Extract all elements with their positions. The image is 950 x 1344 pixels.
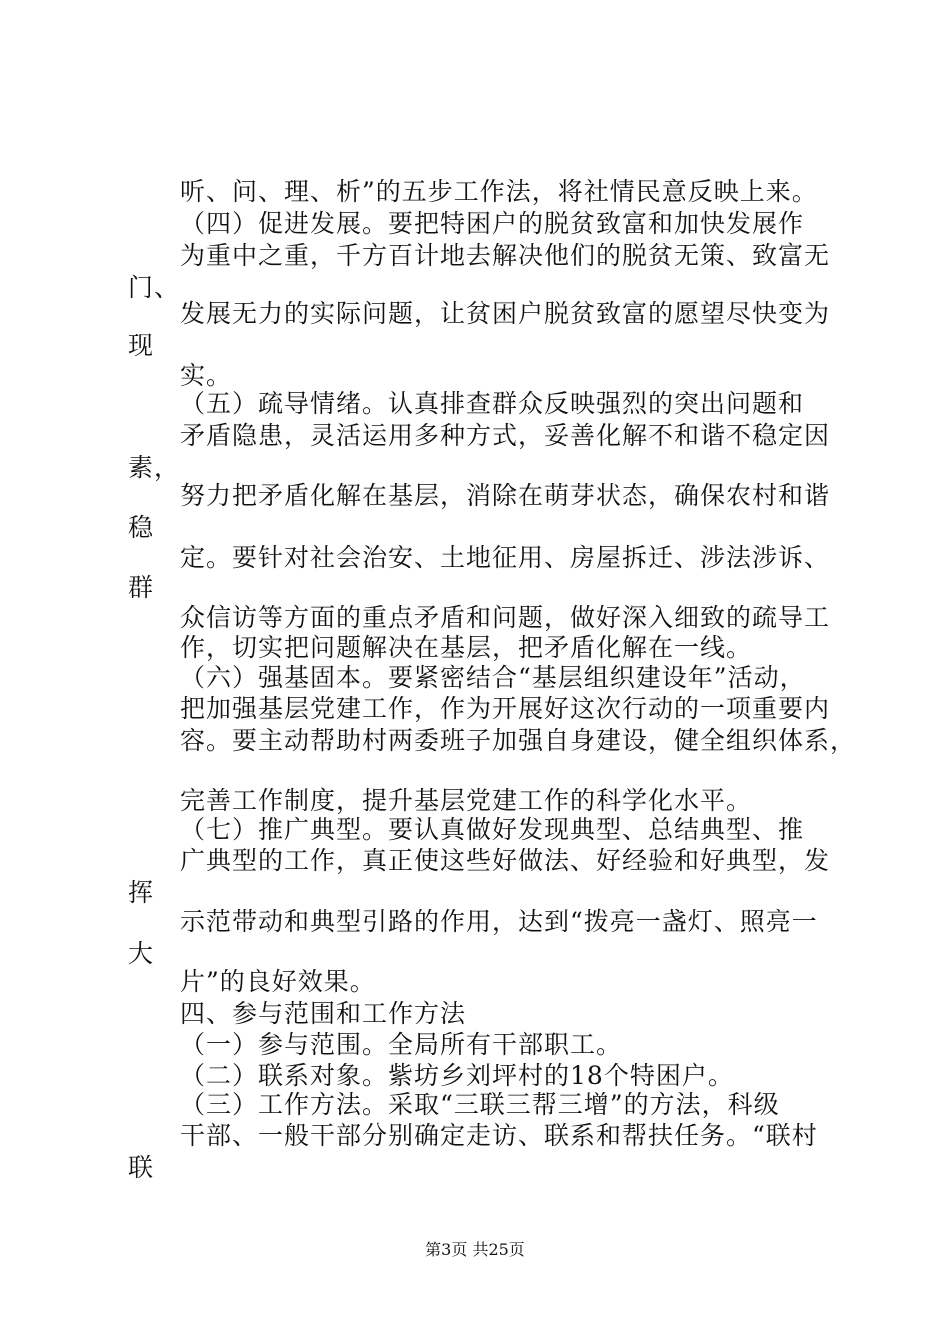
text-line: 完善工作制度，提升基层党建工作的科学化水平。 — [180, 786, 753, 815]
text-line: （三）工作方法。采取“三联三帮三增”的方法，科级 — [180, 1090, 780, 1119]
text-line: 众信访等方面的重点矛盾和问题，做好深入细致的疏导工 — [180, 603, 831, 632]
text-line: 为重中之重，千方百计地去解决他们的脱贫无策、致富无 — [180, 241, 831, 270]
text-line: 示范带动和典型引路的作用，达到“拨亮一盏灯、照亮一 — [180, 907, 818, 936]
page-footer: 第3页 共25页 — [425, 1240, 525, 1259]
text-line: 努力把矛盾化解在基层，消除在萌芽状态，确保农村和谐 — [180, 481, 831, 510]
text-line: 发展无力的实际问题，让贫困户脱贫致富的愿望尽快变为 — [180, 299, 831, 328]
text-line: 矛盾隐患，灵活运用多种方式，妥善化解不和谐不稳定因 — [180, 421, 831, 450]
text-line: （六）强基固本。要紧密结合“基层组织建设年”活动， — [180, 663, 806, 692]
text-line: 听、问、理、析”的五步工作法，将社情民意反映上来。 — [180, 177, 818, 206]
text-line: 大 — [128, 939, 155, 968]
text-line: 广典型的工作，真正使这些好做法、好经验和好典型，发 — [180, 846, 831, 875]
text-line: 片”的良好效果。 — [180, 967, 376, 996]
text-line: 作，切实把问题解决在基层，把矛盾化解在一线。 — [180, 633, 753, 662]
text-line: 定。要针对社会治安、土地征用、房屋拆迁、涉法涉诉、 — [180, 543, 831, 572]
text-line: 现 — [128, 331, 155, 360]
text-line: 稳 — [128, 513, 155, 542]
text-line: （四）促进发展。要把特困户的脱贫致富和加快发展作 — [180, 209, 805, 238]
section-heading: 四、参与范围和工作方法 — [180, 999, 467, 1028]
text-line: 群 — [128, 573, 155, 602]
text-line: （七）推广典型。要认真做好发现典型、总结典型、推 — [180, 815, 805, 844]
text-line: 挥 — [128, 878, 155, 907]
text-line: 素， — [128, 453, 181, 482]
text-line: 把加强基层党建工作，作为开展好这次行动的一项重要内 — [180, 694, 831, 723]
text-line: 容。要主动帮助村两委班子加强自身建设，健全组织体系， — [180, 726, 857, 755]
text-line: 联 — [128, 1153, 155, 1182]
text-line: 门、 — [128, 273, 181, 302]
text-line: （五）疏导情绪。认真排查群众反映强烈的突出问题和 — [180, 389, 805, 418]
text-line: （二）联系对象。紫坊乡刘坪村的18个特困户。 — [180, 1061, 734, 1090]
text-line: （一）参与范围。全局所有干部职工。 — [180, 1030, 623, 1059]
text-line: 实。 — [180, 361, 233, 390]
text-line: 干部、一般干部分别确定走访、联系和帮扶任务。“联村 — [180, 1121, 818, 1150]
